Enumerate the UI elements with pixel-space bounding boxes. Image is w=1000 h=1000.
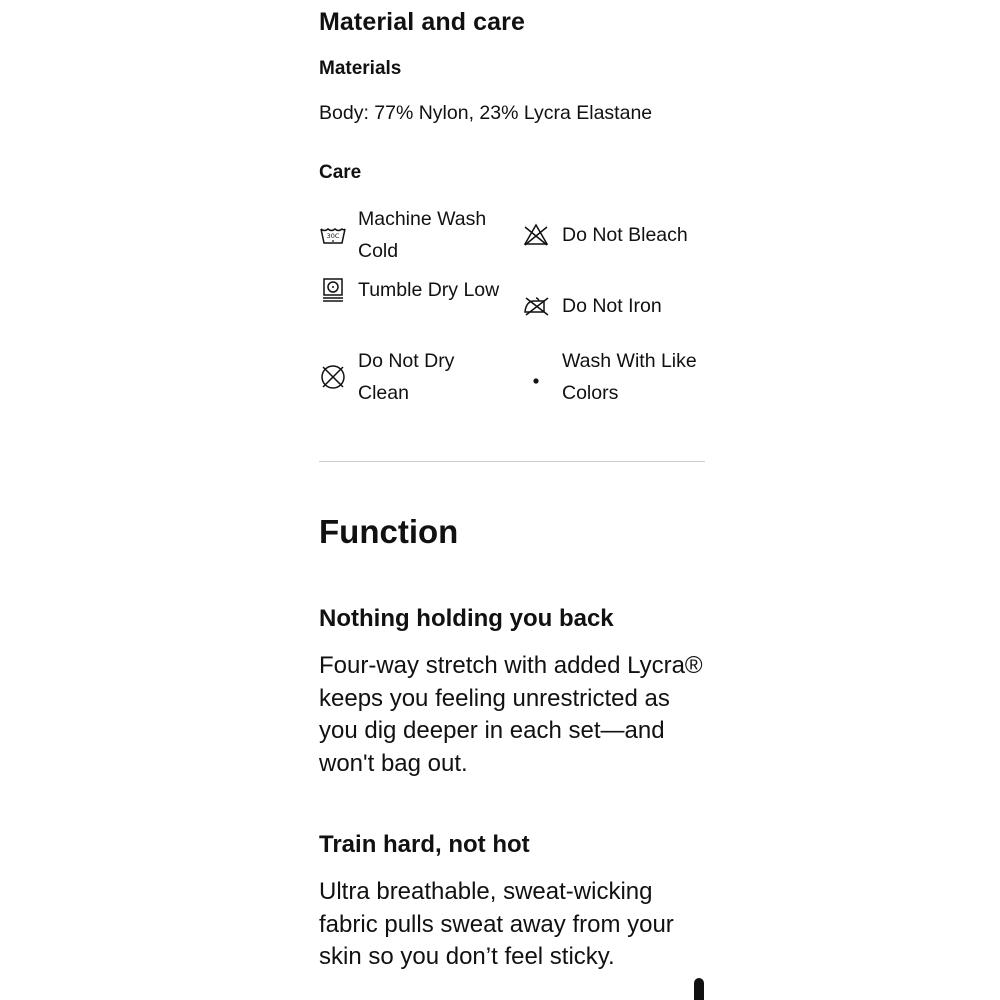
feature-body: Four-way stretch with added Lycra® keeps you feeling unrestricted as you dig deeper in each set—and won't bag out. xyxy=(319,652,703,777)
bullet-dot-icon xyxy=(522,363,550,391)
scroll-indicator[interactable] xyxy=(694,978,704,1000)
do-not-bleach-icon xyxy=(522,221,550,249)
machine-wash-cold-icon xyxy=(319,221,347,249)
care-item-do-not-iron xyxy=(522,290,712,322)
care-item-tumble-dry-low xyxy=(319,274,508,306)
care-item-do-not-dry-clean xyxy=(319,345,508,409)
do-not-dry-clean-icon xyxy=(319,363,347,391)
care-label: Tumble Dry Low xyxy=(358,279,500,301)
feature-title: Nothing holding you back xyxy=(319,605,614,632)
feature-title: Train hard, not hot xyxy=(319,831,530,858)
tumble-dry-low-icon xyxy=(319,276,347,304)
feature-body: Ultra breathable, sweat-wicking fabric pulls sweat away from your skin so you don’t feel sticky. xyxy=(319,878,674,970)
care-subheading: Care xyxy=(319,162,362,183)
care-label: Wash With Like Colors xyxy=(562,350,697,404)
care-label: Do Not Bleach xyxy=(562,224,688,246)
material-care-heading: Material and care xyxy=(319,8,525,36)
care-label: Do Not Iron xyxy=(562,295,662,317)
care-item-machine-wash-cold xyxy=(319,203,508,267)
care-item-wash-with-like-colors xyxy=(522,345,712,409)
function-heading: Function xyxy=(319,513,459,550)
materials-subheading: Materials xyxy=(319,58,402,79)
care-item-do-not-bleach xyxy=(522,219,712,251)
do-not-iron-icon xyxy=(522,292,550,320)
care-label: Do Not Dry Clean xyxy=(358,350,455,404)
svg-text:30C: 30C xyxy=(326,232,340,240)
materials-composition: Body: 77% Nylon, 23% Lycra Elastane xyxy=(319,102,653,124)
care-label: Machine Wash Cold xyxy=(358,208,487,262)
section-divider xyxy=(319,461,705,462)
